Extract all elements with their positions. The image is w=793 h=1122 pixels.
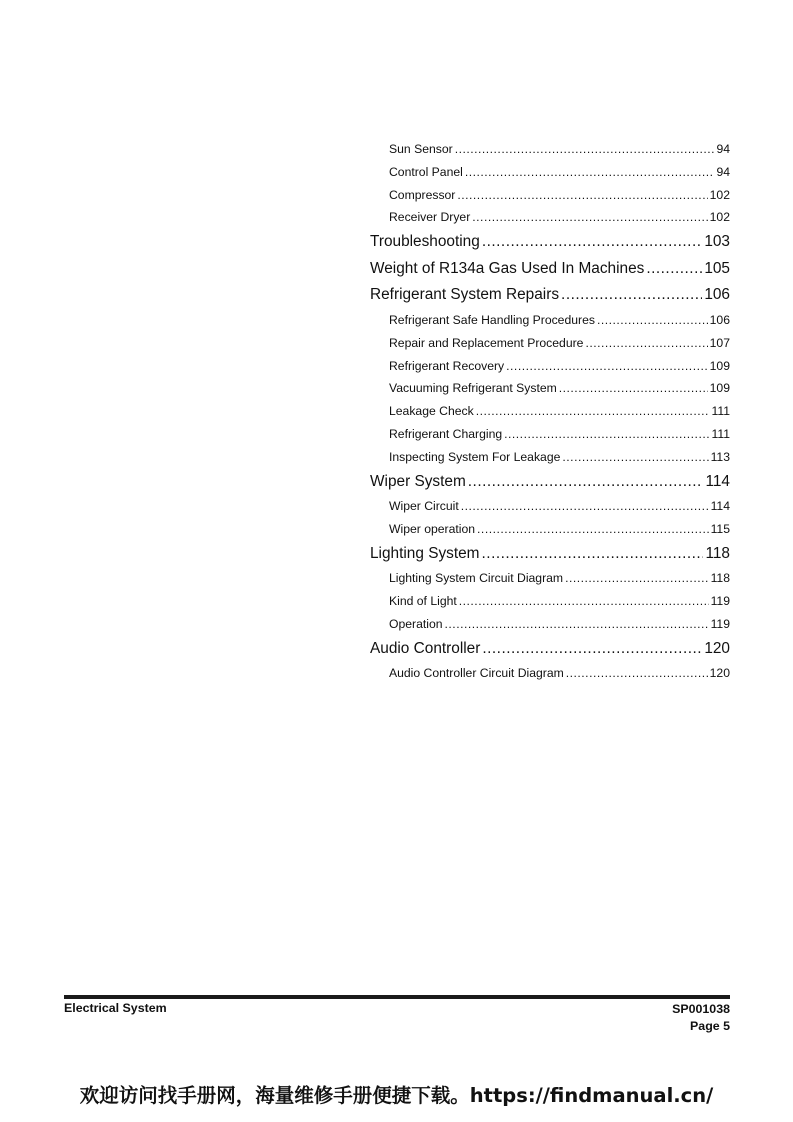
toc-subsection-entry[interactable] [389,332,730,355]
toc-entry-title: Vacuuming Refrigerant System [389,381,557,396]
toc-entry-title: Repair and Replacement Procedure [389,335,584,350]
toc-section-entry[interactable] [370,469,730,496]
toc-section-entry[interactable] [370,256,730,283]
toc-entry-title: Kind of Light [389,594,457,609]
toc-entry-title: Lighting System [370,544,480,562]
toc-entry-page: 102 [709,210,730,225]
toc-entry-page: 111 [711,426,730,441]
toc-dot-leader [506,355,708,378]
toc-dot-leader [646,256,702,283]
toc-entry-page: 111 [711,404,730,419]
toc-dot-leader [482,229,703,256]
toc-entry-page: 103 [704,233,730,251]
toc-entry-page: 119 [710,594,730,609]
footer-info [672,1001,730,1034]
toc-entry-page: 105 [704,259,730,277]
toc-entry-title: Lighting System Circuit Diagram [389,571,564,586]
toc-dot-leader [476,400,710,423]
toc-dot-leader [559,377,708,400]
toc-entry-page: 94 [716,164,730,179]
toc-entry-title: Refrigerant Safe Handling Procedures [389,312,595,327]
toc-entry-page: 107 [709,335,730,350]
toc-entry-title: Audio Controller Circuit Diagram [389,666,564,681]
toc-entry-title: Compressor [389,187,456,202]
toc-dot-leader [445,613,709,636]
toc-dot-leader [461,495,709,518]
toc-entry-page: 119 [710,616,730,631]
footer-page-number: Page 5 [690,1018,730,1033]
table-of-contents [370,138,730,685]
toc-entry-page: 120 [709,666,730,681]
toc-entry-title: Wiper operation [389,521,476,536]
toc-entry-title: Weight of R134a Gas Used In Machines [370,259,645,277]
toc-dot-leader [457,184,707,207]
toc-entry-page: 109 [709,358,730,373]
toc-subsection-entry[interactable] [389,662,730,685]
toc-subsection-entry[interactable] [389,184,730,207]
toc-entry-title: Wiper Circuit [389,499,459,514]
toc-section-entry[interactable] [370,636,730,663]
toc-entry-page: 109 [709,381,730,396]
toc-section-entry[interactable] [370,229,730,256]
toc-entry-page: 106 [704,286,730,304]
toc-dot-leader [504,423,709,446]
toc-entry-page: 94 [716,142,730,156]
download-banner: 欢迎访问找手册网，海量维修手册便捷下载。https://findmanual.cn/ [79,1084,714,1107]
toc-dot-leader [468,469,704,496]
toc-entry-title: Refrigerant Recovery [389,358,505,373]
toc-subsection-entry[interactable] [389,423,730,446]
toc-subsection-entry[interactable] [389,590,730,613]
toc-entry-page: 114 [710,499,730,514]
toc-entry-page: 102 [709,187,730,202]
toc-entry-title: Refrigerant Charging [389,426,503,441]
toc-dot-leader [455,138,715,161]
toc-entry-page: 118 [710,571,730,586]
toc-entry-page: 120 [704,639,730,657]
toc-dot-leader [459,590,709,613]
toc-dot-leader [585,332,707,355]
toc-entry-title: Leakage Check [389,404,474,419]
toc-section-entry[interactable] [370,282,730,309]
toc-dot-leader [597,309,708,332]
toc-entry-title: Audio Controller [370,639,481,657]
toc-subsection-entry[interactable] [389,355,730,378]
toc-entry-title: Troubleshooting [370,233,480,251]
toc-entry-page: 106 [709,312,730,327]
toc-entry-title: Inspecting System For Leakage [389,449,561,464]
toc-subsection-entry[interactable] [389,161,730,184]
toc-subsection-entry[interactable] [389,400,730,423]
footer-divider [64,995,730,999]
toc-dot-leader [477,518,709,541]
toc-subsection-entry[interactable] [389,309,730,332]
toc-entry-title: Sun Sensor [389,142,453,156]
toc-subsection-entry[interactable] [389,495,730,518]
toc-entry-page: 113 [710,449,730,464]
toc-entry-title: Wiper System [370,472,466,490]
toc-subsection-entry[interactable] [389,518,730,541]
toc-entry-title: Control Panel [389,164,463,179]
toc-subsection-entry[interactable] [389,206,730,229]
toc-dot-leader [482,541,704,568]
toc-subsection-entry[interactable] [389,138,730,161]
toc-entry-page: 114 [705,472,730,490]
footer-doc-number: SP001038 [672,1002,730,1016]
toc-dot-leader [561,282,702,309]
toc-section-entry[interactable] [370,541,730,568]
toc-dot-leader [565,567,708,590]
toc-dot-leader [472,206,707,229]
toc-entry-page: 118 [705,544,730,562]
toc-subsection-entry[interactable] [389,567,730,590]
toc-entry-title: Refrigerant System Repairs [370,286,560,304]
toc-entry-title: Operation [389,616,443,631]
toc-entry-title: Receiver Dryer [389,210,471,225]
toc-dot-leader [566,662,708,685]
toc-subsection-entry[interactable] [389,377,730,400]
toc-dot-leader [465,161,715,184]
toc-subsection-entry[interactable] [389,613,730,636]
toc-subsection-entry[interactable] [389,446,730,469]
toc-dot-leader [482,636,702,663]
toc-dot-leader [562,446,708,469]
footer-section-title: Electrical System [64,1001,167,1015]
toc-entry-page: 115 [710,521,730,536]
